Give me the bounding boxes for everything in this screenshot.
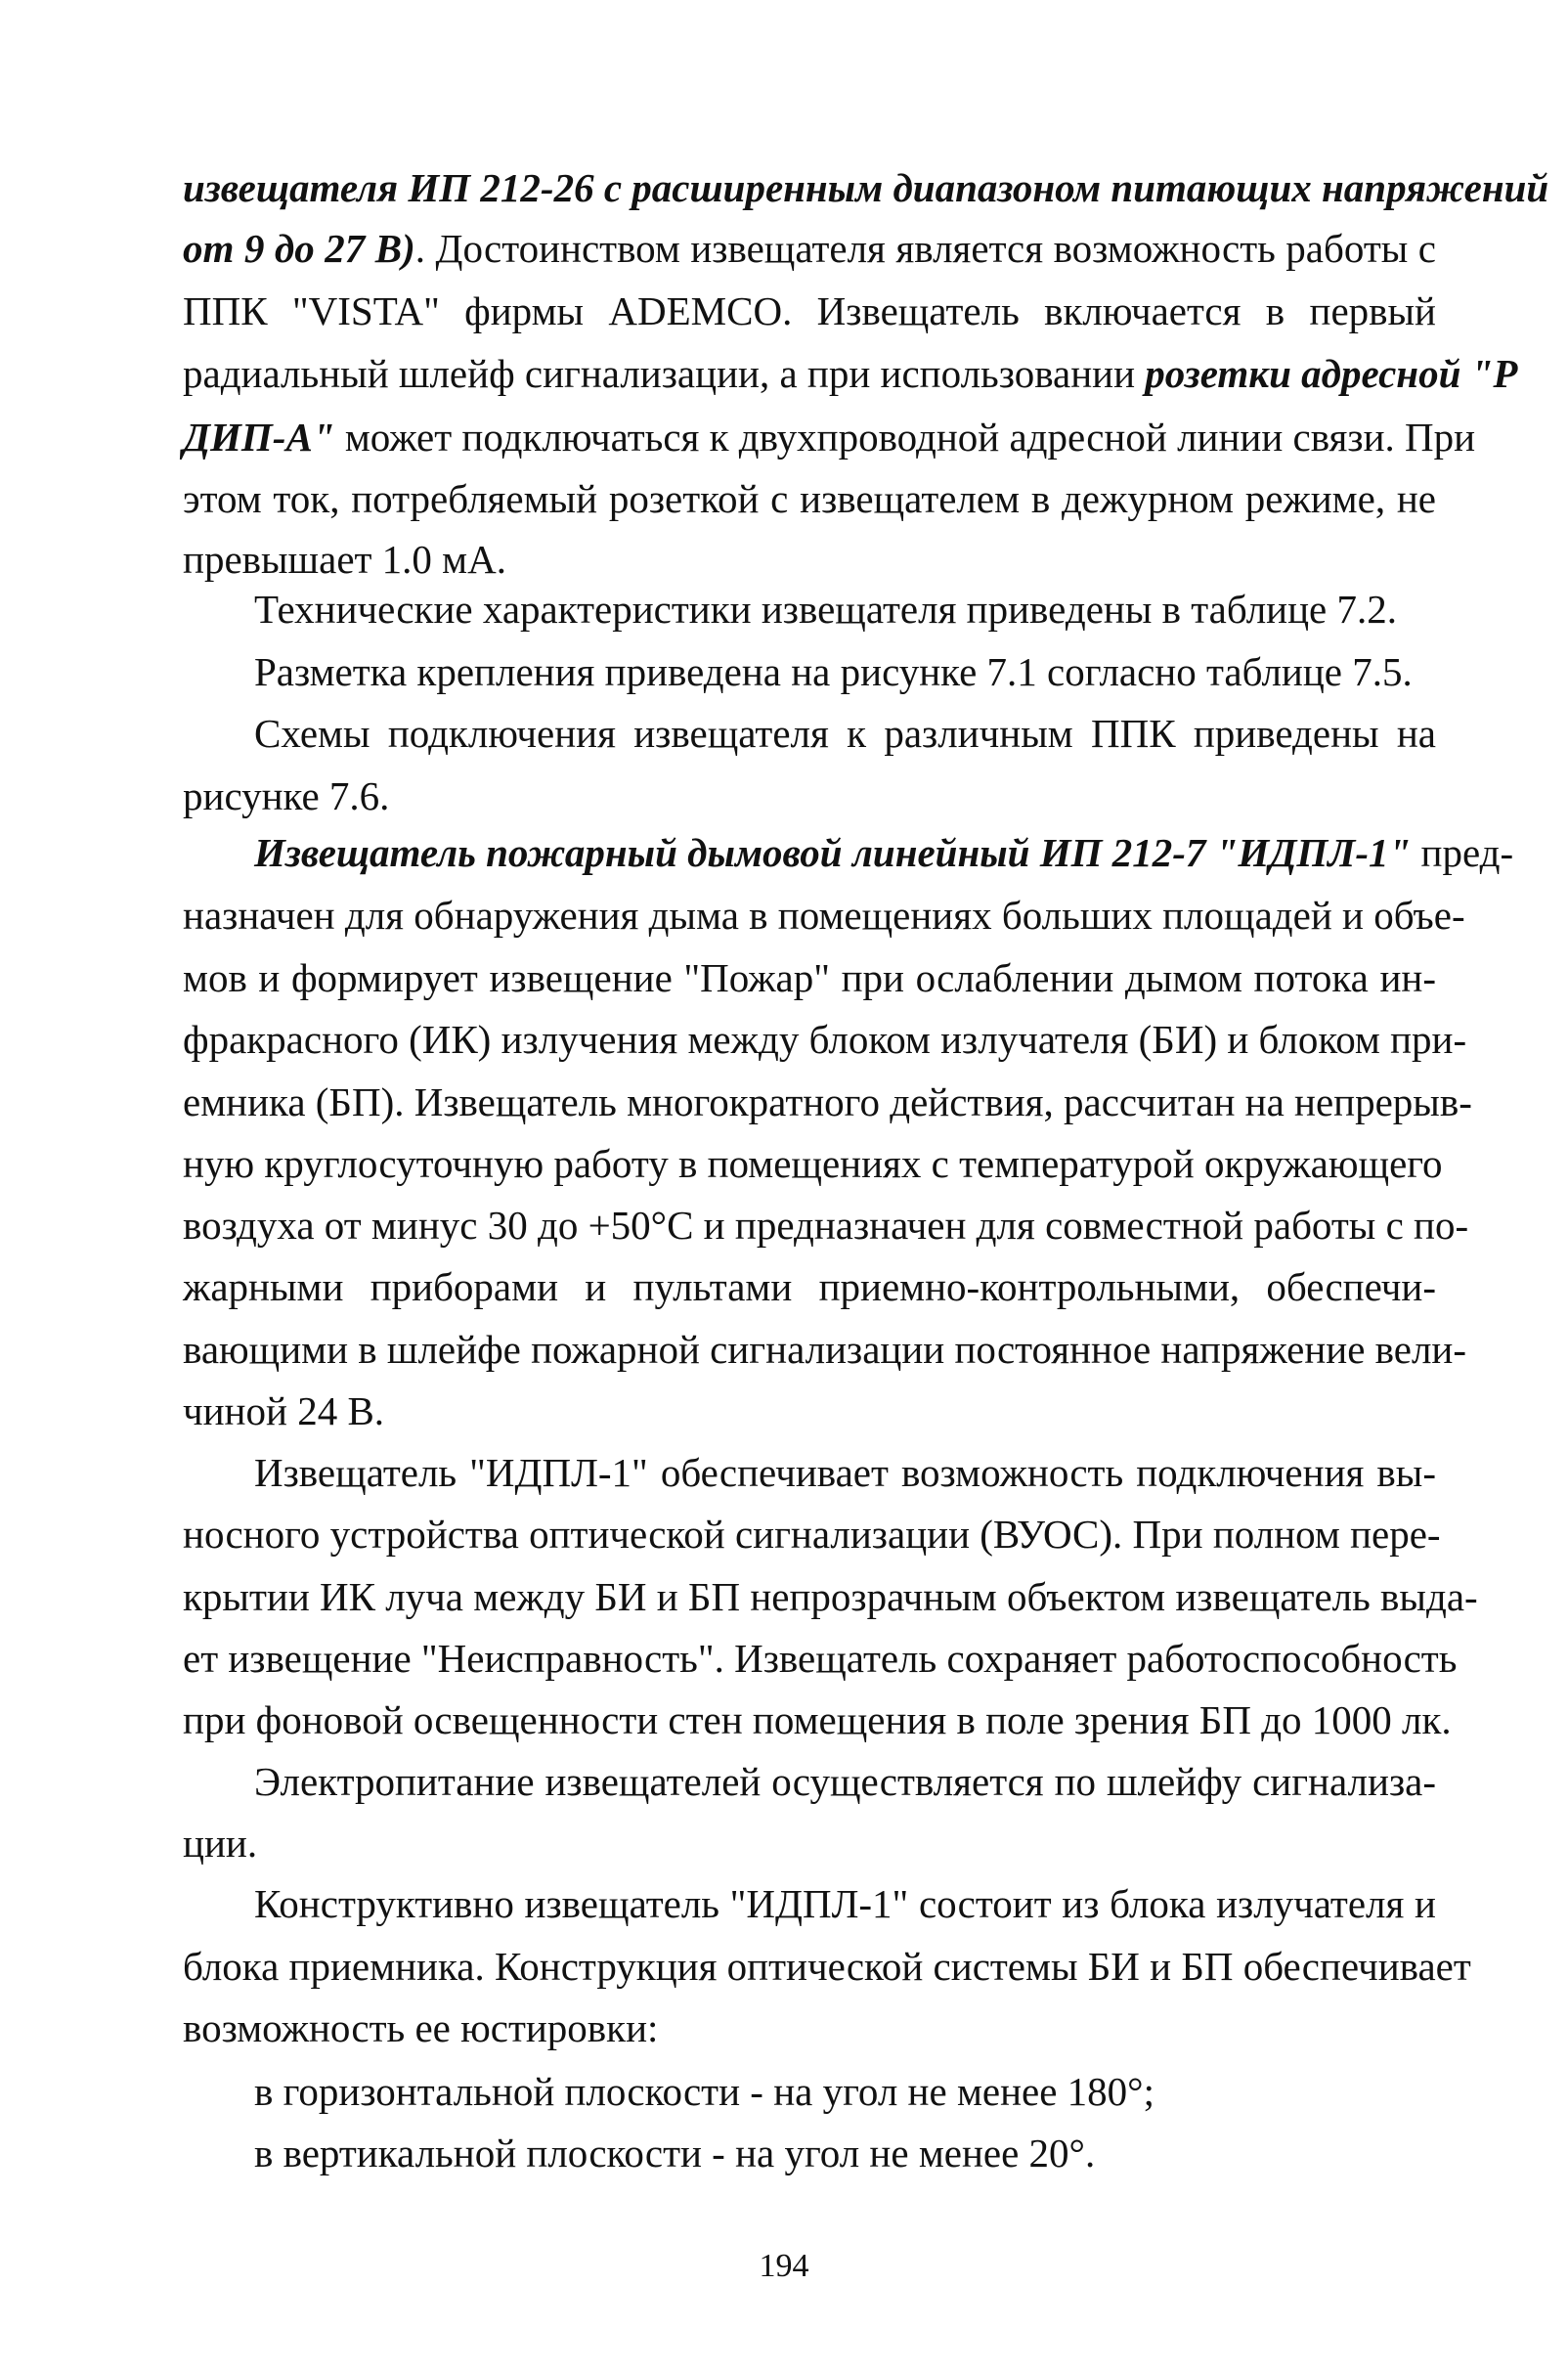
text-line bbox=[254, 1874, 1436, 1933]
text-run: ную круглосуточную работу в помещениях с температурой окружающего bbox=[183, 1141, 1443, 1186]
emphasized-text: извещателя ИП 212-26 с расширенным диапазоном питающих напряжений bbox=[183, 165, 1549, 210]
emphasized-text: от 9 до 27 В) bbox=[183, 226, 415, 271]
text-run: этом ток, потребляемый розеткой с извещателем в дежурном режиме, не bbox=[183, 476, 1436, 521]
text-run: Конструктивно извещатель "ИДПЛ-1" состоит из блока излучателя и bbox=[254, 1881, 1436, 1926]
text-run: радиальный шлейф сигнализации, а при использовании bbox=[183, 351, 1146, 396]
text-run: ет извещение "Неисправность". Извещатель сохраняет работоспособность bbox=[183, 1636, 1458, 1681]
text-run: назначен для обнаружения дыма в помещениях больших площадей и объе- bbox=[183, 893, 1465, 938]
text-run: мов и формирует извещение "Пожар" при ослаблении дымом потока ин- bbox=[183, 955, 1436, 1000]
text-run: может подключаться к двухпроводной адресной линии связи. При bbox=[334, 415, 1476, 460]
text-line bbox=[183, 1937, 1471, 1996]
text-line bbox=[254, 704, 1436, 763]
text-line bbox=[183, 1010, 1467, 1069]
text-run: Технические характеристики извещателя приведены в таблице 7.2. bbox=[254, 587, 1397, 632]
text-line bbox=[183, 1505, 1441, 1563]
text-line bbox=[183, 1999, 1436, 2057]
emphasized-text: ДИП-А" bbox=[183, 415, 335, 460]
text-line bbox=[254, 1752, 1436, 1811]
text-run: блока приемника. Конструкция оптической системы БИ и БП обеспечивает bbox=[183, 1944, 1471, 1989]
text-run: возможность ее юстировки: bbox=[183, 2005, 659, 2050]
text-run: ППК "VISTA" фирмы ADEMCO. Извещатель включается в первый bbox=[183, 288, 1436, 333]
text-run: пред- bbox=[1411, 830, 1514, 875]
text-line bbox=[183, 1320, 1467, 1379]
text-run: в вертикальной плоскости - на угол не менее 20°. bbox=[254, 2131, 1096, 2175]
text-run: Разметка крепления приведена на рисунке 7.1 согласно таблице 7.5. bbox=[254, 649, 1413, 694]
text-line bbox=[254, 2124, 1436, 2182]
text-line bbox=[254, 2062, 1436, 2121]
text-line bbox=[183, 469, 1436, 528]
page-number: 194 bbox=[759, 2248, 809, 2284]
text-line bbox=[183, 886, 1465, 945]
emphasized-text: Извещатель пожарный дымовой линейный ИП 212-7 "ИДПЛ-1" bbox=[254, 830, 1412, 875]
text-line bbox=[183, 767, 1436, 825]
text-line bbox=[254, 1443, 1436, 1502]
text-line bbox=[183, 1382, 1436, 1440]
text-run: превышает 1.0 мА. bbox=[183, 537, 506, 582]
text-run: при фоновой освещенности стен помещения в поле зрения БП до 1000 лк. bbox=[183, 1697, 1452, 1742]
text-run: . Достоинством извещателя является возможность работы с bbox=[414, 226, 1436, 271]
text-line bbox=[254, 580, 1436, 638]
text-run: Извещатель "ИДПЛ-1" обеспечивает возможность подключения вы- bbox=[254, 1450, 1436, 1495]
text-line bbox=[183, 408, 1476, 466]
text-run: вающими в шлейфе пожарной сигнализации постоянное напряжение вели- bbox=[183, 1327, 1467, 1372]
text-line bbox=[183, 1691, 1452, 1749]
text-run: рисунке 7.6. bbox=[183, 773, 390, 818]
text-run: ции. bbox=[183, 1821, 258, 1866]
text-run: Схемы подключения извещателя к различным ППК приведены на bbox=[254, 711, 1436, 756]
text-line bbox=[183, 1814, 1436, 1872]
text-line bbox=[183, 948, 1436, 1007]
text-line bbox=[183, 219, 1436, 278]
text-line bbox=[183, 1196, 1469, 1254]
text-line bbox=[183, 282, 1436, 340]
text-line bbox=[254, 823, 1514, 882]
text-run: носного устройства оптической сигнализации (ВУОС). При полном пере- bbox=[183, 1512, 1441, 1557]
emphasized-text: розетки адресной "Р bbox=[1145, 351, 1518, 396]
text-run: емника (БП). Извещатель многократного действия, рассчитан на непрерыв- bbox=[183, 1079, 1472, 1124]
text-line bbox=[183, 1257, 1436, 1316]
text-run: чиной 24 В. bbox=[183, 1388, 385, 1433]
text-line bbox=[254, 642, 1436, 701]
text-run: воздуха от минус 30 до +50°С и предназначен для совместной работы с по- bbox=[183, 1203, 1469, 1248]
text-run: фракрасного (ИК) излучения между блоком излучателя (БИ) и блоком при- bbox=[183, 1017, 1467, 1062]
text-run: Электропитание извещателей осуществляется по шлейфу сигнализа- bbox=[254, 1759, 1436, 1804]
text-line bbox=[183, 158, 1549, 217]
text-run: в горизонтальной плоскости - на угол не менее 180°; bbox=[254, 2069, 1154, 2114]
text-line bbox=[183, 344, 1518, 403]
text-line bbox=[183, 1567, 1478, 1626]
text-run: крытии ИК луча между БИ и БП непрозрачным объектом извещатель выда- bbox=[183, 1574, 1478, 1619]
text-run: жарными приборами и пультами приемно-контрольными, обеспечи- bbox=[183, 1264, 1436, 1309]
text-line bbox=[183, 1629, 1458, 1688]
text-line bbox=[183, 1073, 1472, 1131]
text-line bbox=[183, 1134, 1443, 1193]
